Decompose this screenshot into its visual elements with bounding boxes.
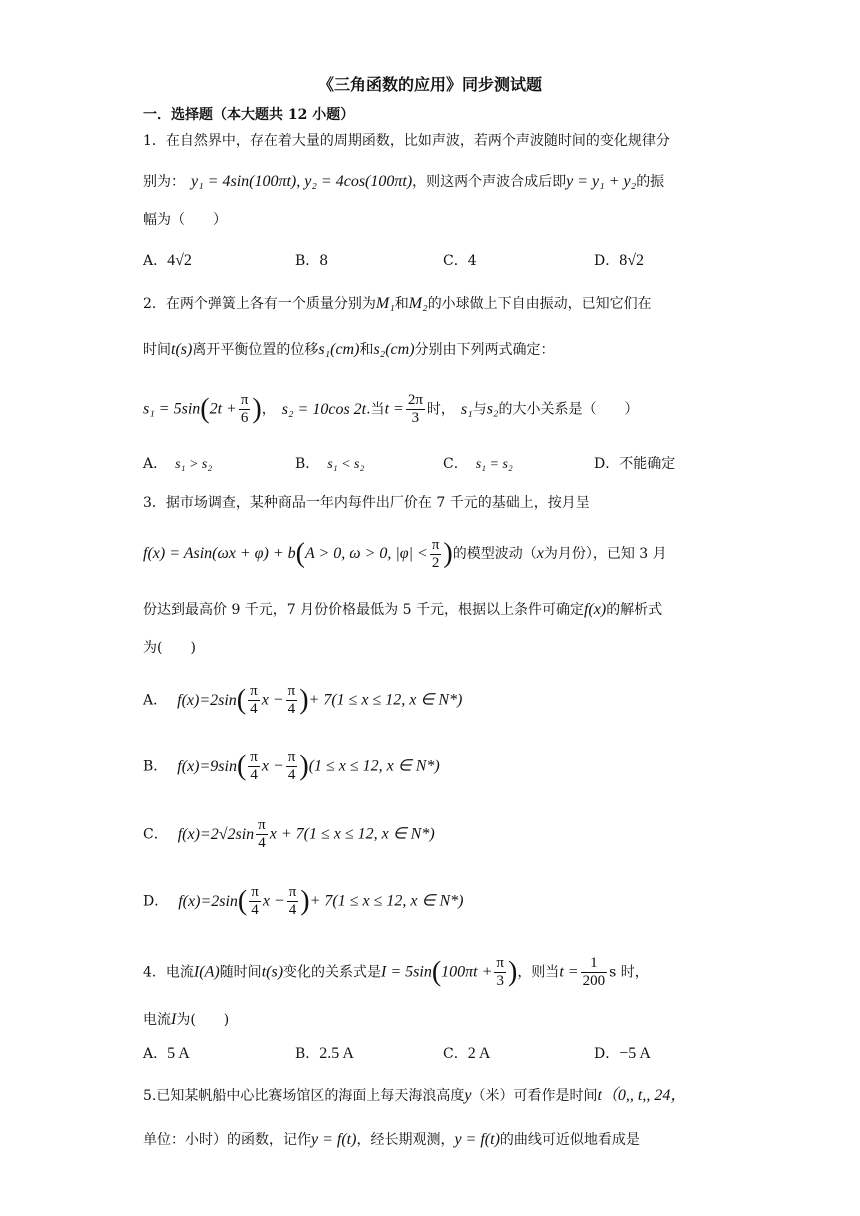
frac-den: 4	[288, 902, 297, 918]
q2-s1-formula: s₁ = 5sin	[143, 400, 201, 418]
q3-option-d-pre: f(x)=2sin	[178, 892, 238, 910]
q3-text: 份达到最高价 9 千元，7 月份价格最低为 5 千元，根据以上条件可确定	[143, 602, 584, 618]
q2-text: 和	[394, 296, 409, 312]
q4-option-a-value: 5 A	[167, 1045, 190, 1062]
q4-option-d-value: −5 A	[619, 1045, 651, 1062]
q2-t: t =	[384, 400, 404, 418]
frac-num: π	[251, 884, 259, 900]
q4-option-b	[295, 1044, 354, 1064]
option-label: B．	[295, 1046, 320, 1062]
q2-s2: s₂	[486, 400, 499, 418]
frac	[248, 749, 260, 784]
q5-f1: y = f(t)	[311, 1131, 357, 1148]
q4-ia: I(A)	[193, 963, 220, 981]
q3-condition: A > 0, ω > 0, |φ| <	[304, 545, 428, 562]
q1-text3: 的振	[636, 174, 665, 190]
q2-s2cm: s₂(cm)	[373, 341, 415, 358]
frac	[256, 817, 268, 852]
q2-option-c	[443, 454, 513, 475]
q4-option-c-value: 2 A	[467, 1045, 491, 1062]
paren-open: (	[295, 538, 305, 569]
frac-den: 4	[250, 767, 258, 783]
q3-line2	[143, 536, 667, 572]
q5-f2: y = f(t)	[454, 1131, 500, 1148]
q1-option-a-value: 4√2	[167, 252, 192, 269]
q4-option-a	[143, 1044, 190, 1064]
q4-line1	[143, 955, 649, 989]
q3-option-b-rest: (1 ≤ x ≤ 12, x ∈ N*)	[308, 757, 440, 775]
frac-den: 4	[287, 701, 296, 717]
q2-text: 2．在两个弹簧上各有一个质量分别为	[143, 296, 376, 312]
paren-close: )	[443, 538, 453, 569]
q2-line2	[143, 340, 555, 360]
frac-den: 4	[251, 902, 259, 918]
q3-x: x	[536, 545, 544, 562]
option-label: C．	[443, 456, 468, 472]
q2-line1	[143, 294, 652, 314]
q3-text: 为月份），已知 3 月	[543, 546, 667, 562]
q5-line2	[143, 1130, 640, 1150]
paren-open: (	[237, 885, 248, 917]
option-label: D．	[594, 253, 620, 269]
q4-text: ，则当	[517, 964, 560, 981]
frac-num: π	[250, 749, 258, 765]
frac-num: π	[250, 683, 258, 699]
q3-option-c-pre: f(x)=2√2sin	[177, 825, 255, 843]
q2-s2-formula: s₂ = 10cos 2t	[281, 400, 367, 418]
q4-frac2	[581, 955, 608, 990]
q1-option-b: B．8	[295, 253, 329, 269]
q1-line3: 幅为（ ）	[143, 212, 227, 228]
option-label: D．	[143, 893, 169, 910]
frac-den: 4	[250, 701, 258, 717]
frac-den: 2	[431, 554, 440, 571]
q3-option-c-rest: x + 7(1 ≤ x ≤ 12, x ∈ N*)	[269, 825, 435, 843]
q1-formula2: y = y₁ + y₂	[566, 173, 637, 190]
frac-num: π	[287, 749, 296, 765]
q2-option-c-value: s₁ = s₂	[475, 457, 513, 472]
paren-open: (	[200, 393, 210, 425]
q4-option-d	[594, 1044, 651, 1064]
q4-option-b-value: 2.5 A	[319, 1045, 354, 1062]
q2-text: 和	[359, 342, 374, 358]
q5-text: （米）可看作是时间	[471, 1088, 598, 1104]
q3-f: f(x)	[583, 601, 607, 618]
q1-line2	[143, 172, 664, 192]
option-label: C．	[443, 1046, 468, 1062]
q4-line2	[143, 1010, 229, 1030]
q4-ts: t(s)	[261, 963, 284, 981]
option-label: A．	[143, 1046, 168, 1062]
q3-option-b-pre: f(x)=9sin	[177, 757, 237, 775]
option-label: C．	[143, 826, 168, 843]
q2-option-b	[295, 454, 364, 475]
q3-option-a-pre: f(x)=2sin	[177, 691, 237, 709]
q1-text: 别为：	[143, 174, 185, 190]
paren-open: (	[236, 750, 247, 782]
q1-option-c: C．4	[443, 253, 477, 269]
q2-ts: t(s)	[171, 341, 193, 358]
q1-option-d	[594, 251, 644, 271]
q4-text: 4．电流	[143, 964, 194, 981]
q2-option-a-value: s₁ > s₂	[175, 457, 213, 472]
q2-text: 的小球做上下自由振动，已知它们在	[427, 296, 652, 312]
var-x: x −	[261, 691, 284, 709]
option-label: A．	[143, 253, 168, 269]
q5-y: y	[464, 1087, 472, 1104]
paren-open: (	[236, 684, 247, 716]
q4-text: s 时，	[609, 964, 649, 981]
page-title: 《三角函数的应用》同步测试题	[317, 75, 542, 94]
q3-option-a-rest: + 7(1 ≤ x ≤ 12, x ∈ N*)	[308, 691, 463, 709]
q3-option-d-rest: + 7(1 ≤ x ≤ 12, x ∈ N*)	[309, 892, 464, 910]
q4-text: 随时间	[219, 964, 262, 981]
q3-text: 的模型波动（	[452, 546, 537, 562]
q2-text: 的大小关系是（ ）	[498, 401, 639, 418]
frac	[286, 683, 298, 718]
q5-t-range: t（0,, t,, 24，	[597, 1087, 687, 1104]
q1-line1: 1．在自然界中，存在着大量的周期函数，比如声波，若两个声波随时间的变化规律分	[143, 133, 670, 149]
q1-option-d-value: 8√2	[619, 252, 645, 269]
option-label: B．	[143, 758, 168, 775]
q4-inner: 100πt +	[441, 963, 493, 981]
frac-num: π	[258, 817, 266, 833]
q3-line1: 3．据市场调查，某种商品一年内每件出厂价在 7 千元的基础上，按月呈	[143, 495, 590, 511]
option-label: A．	[143, 456, 168, 472]
frac-num: π	[431, 536, 440, 553]
q1-option-a	[143, 251, 192, 271]
q2-s1cm: s₁(cm)	[318, 341, 360, 358]
q4-text: 为( )	[176, 1012, 230, 1028]
q2-option-d: D．不能确定	[594, 456, 676, 472]
frac-num: π	[240, 392, 249, 408]
q4-frac	[494, 955, 506, 990]
q2-text: 时，	[426, 401, 455, 418]
q3-option-a	[143, 683, 462, 717]
frac	[286, 749, 298, 784]
frac-num: π	[287, 683, 296, 699]
q2-text: 离开平衡位置的位移	[192, 342, 319, 358]
option-label: B．	[295, 456, 320, 472]
q3-formula: f(x) = Asin(ωx + φ) + b	[143, 545, 296, 562]
option-label: D．	[594, 1046, 620, 1062]
q5-text: 的曲线可近似地看成是	[499, 1132, 640, 1148]
var-x: x −	[262, 892, 285, 910]
frac-den: 3	[411, 410, 420, 426]
paren-close: )	[300, 885, 310, 917]
q5-line1	[143, 1086, 686, 1106]
frac-num: 1	[581, 955, 608, 973]
frac-num: π	[496, 955, 504, 971]
q4-text: 变化的关系式是	[283, 964, 382, 981]
frac-den: 6	[240, 410, 249, 426]
paren-close: )	[299, 684, 309, 716]
frac-den: 200	[582, 973, 606, 989]
q2-option-b-value: s₁ < s₂	[327, 457, 365, 472]
q2-text: ，	[261, 401, 276, 418]
frac	[248, 683, 260, 718]
q4-t: t =	[559, 963, 579, 981]
frac	[249, 884, 261, 919]
frac-den: 3	[496, 973, 504, 989]
q2-frac2	[406, 392, 425, 427]
q2-line3: s₁ = 5sin(2t + $\frac{\pi}{6}$ )， s₂ = 10cos 2t.当t = $\frac{2\pi}{3}$ 时， s₁与s₂的大小关系是（ ）	[143, 392, 639, 426]
frac-num: π	[288, 884, 297, 900]
q2-text: 时间	[143, 342, 171, 358]
paren-close: )	[507, 956, 518, 988]
q2-s1: s₁	[460, 400, 473, 418]
q1-formula: y₁ = 4sin(100πt), y₂ = 4cos(100πt)	[191, 173, 413, 190]
paren-close: )	[252, 393, 262, 425]
frac-den: 4	[287, 767, 296, 783]
q3-line3	[143, 600, 662, 620]
frac-den: 4	[258, 835, 266, 851]
option-label: A．	[143, 692, 168, 709]
q2-option-a	[143, 454, 212, 475]
q5-text: 单位：小时）的函数，记作	[143, 1132, 311, 1148]
q1-text2: ，则这两个声波合成后即	[412, 174, 567, 190]
q2-m1: M₁	[375, 295, 395, 312]
q3-option-d	[143, 884, 463, 918]
q3-option-b	[143, 749, 440, 783]
q2-frac	[239, 392, 251, 427]
var-x: x −	[261, 757, 284, 775]
q2-m2: M₂	[408, 295, 428, 312]
q4-text: 电流	[143, 1012, 171, 1028]
section-heading: 一．选择题（本大题共 12 小题）	[143, 107, 355, 123]
q4-option-c	[443, 1044, 490, 1064]
paren-close: )	[299, 750, 309, 782]
q3-text: 的解析式	[606, 602, 663, 618]
q3-line4: 为( )	[143, 640, 196, 656]
q3-option-c	[143, 817, 435, 851]
q4-formula: I = 5sin	[381, 963, 432, 981]
q4-i: I	[171, 1011, 177, 1028]
q5-text: 5.已知某帆船中心比赛场馆区的海面上每天海浪高度	[143, 1088, 465, 1104]
frac-num: 2π	[407, 392, 423, 408]
q2-text: 分别由下列两式确定：	[414, 342, 555, 358]
q2-text: 与	[472, 401, 487, 418]
frac	[287, 884, 299, 919]
q2-text: .当	[366, 401, 385, 418]
q3-frac	[430, 537, 442, 572]
paren-open: (	[431, 956, 442, 988]
q5-text: ，经长期观测，	[356, 1132, 455, 1148]
